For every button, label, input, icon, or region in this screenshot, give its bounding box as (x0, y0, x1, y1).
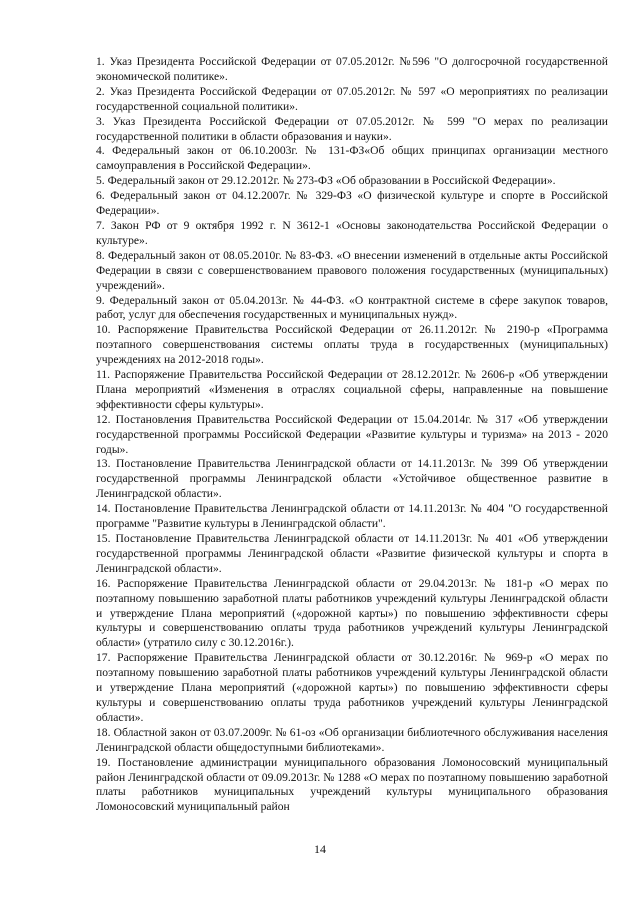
list-item-6: 6. Федеральный закон от 04.12.2007г. № 329-ФЗ «О физической культуре и спорте в Российской Федерации». (96, 189, 608, 218)
list-item-12: 12. Постановления Правительства Российской Федерации от 15.04.2014г. № 317 «Об утверждении государственной программы Российской Федерации «Развитие культуры и туризма» на 2013 - 2020 годы». (96, 412, 608, 456)
list-item-7: 7. Закон РФ от 9 октября 1992 г. N 3612-1 «Основы законодательства Российской Федерации о культуре». (96, 218, 608, 247)
list-item-5: 5. Федеральный закон от 29.12.2012г. № 273-ФЗ «Об образовании в Российской Федерации». (96, 174, 556, 188)
list-item-13: 13. Постановление Правительства Ленинградской области от 14.11.2013г. № 399 Об утверждении государственной программы Ленинградской области «Устойчивое общественное развитие в Ленинградской области». (96, 457, 608, 501)
list-item-10: 10. Распоряжение Правительства Российской Федерации от 26.11.2012г. № 2190-р «Программа поэтапного совершенствования системы оплаты труда в государственных (муниципальных) учреждениях на 2012-2018 годы». (96, 323, 608, 367)
list-item-8: 8. Федеральный закон от 08.05.2010г. № 83-ФЗ. «О внесении изменений в отдельные акты Российской Федерации в связи с совершенствованием правового положения государственных (муниципальных) учреждений». (96, 248, 608, 292)
document-body (96, 55, 608, 815)
list-item-17: 17. Распоряжение Правительства Ленинградской области от 30.12.2016г. № 969-р «О мерах по поэтапному повышению заработной платы работников учреждений культуры Ленинградской области и утверждение Плана мероприятий («дорожной карты») по повышению эффективности сферы культуры и совершенствованию оплаты труда работников учреждений культуры Ленинградской области». (96, 651, 608, 724)
list-item-19: 19. Постановление администрации муниципального образования Ломоносовский муниципальный район Ленинградской области от 09.09.2013г. № 1288 «О мерах по поэтапному повышению заработной платы работников муниципальных учреждений культуры муниципального образования Ломоносовский муниципальный район (96, 755, 608, 814)
list-item-14: 14. Постановление Правительства Ленинградской области от 14.11.2013г. № 404 "О государственной программе "Развитие культуры в Ленинградской области". (96, 502, 608, 531)
list-item-9: 9. Федеральный закон от 05.04.2013г. № 44-ФЗ. «О контрактной системе в сфере закупок товаров, работ, услуг для обеспечения государственных и муниципальных нужд». (96, 293, 608, 322)
list-item-16: 16. Распоряжение Правительства Ленинградской области от 29.04.2013г. № 181-р «О мерах по поэтапному повышению заработной платы работников учреждений культуры Ленинградской области и утверждение Плана мероприятий («дорожной карты») по повышению эффективности сферы культуры и совершенствованию оплаты труда работников учреждений культуры Ленинградской области» (утратило силу с 30.12.2016г.). (96, 576, 608, 650)
list-item-15: 15. Постановление Правительства Ленинградской области от 14.11.2013г. № 401 «Об утверждении государственной программы Ленинградской области «Развитие физической культуры и спорта в Ленинградской области». (96, 532, 608, 575)
list-item-4: 4. Федеральный закон от 06.10.2003г. № 131-ФЗ«Об общих принципах организации местного самоуправления в Российской Федерации». (96, 144, 608, 173)
list-item-1: 1. Указ Президента Российской Федерации от 07.05.2012г. №596 "О долгосрочной государственной экономической политике». (96, 55, 608, 83)
list-item-3: 3. Указ Президента Российской Федерации от 07.05.2012г. № 599 "О мерах по реализации государственной политики в области образования и науки». (96, 114, 608, 143)
list-item-2: 2. Указ Президента Российской Федерации от 07.05.2012г. № 597 «О мероприятиях по реализации государственной социальной политики». (96, 84, 608, 113)
page-number: 14 (314, 842, 326, 856)
list-item-11: 11. Распоряжение Правительства Российской Федерации от 28.12.2012г. № 2606-р «Об утверждении Плана мероприятий «Изменения в отраслях социальной сферы, направленные на повышение эффективности сферы культуры». (96, 368, 608, 411)
list-item-18: 18. Областной закон от 03.07.2009г. № 61-оз «Об организации библиотечного обслуживания населения Ленинградской области общедоступными библиотеками». (96, 725, 608, 754)
